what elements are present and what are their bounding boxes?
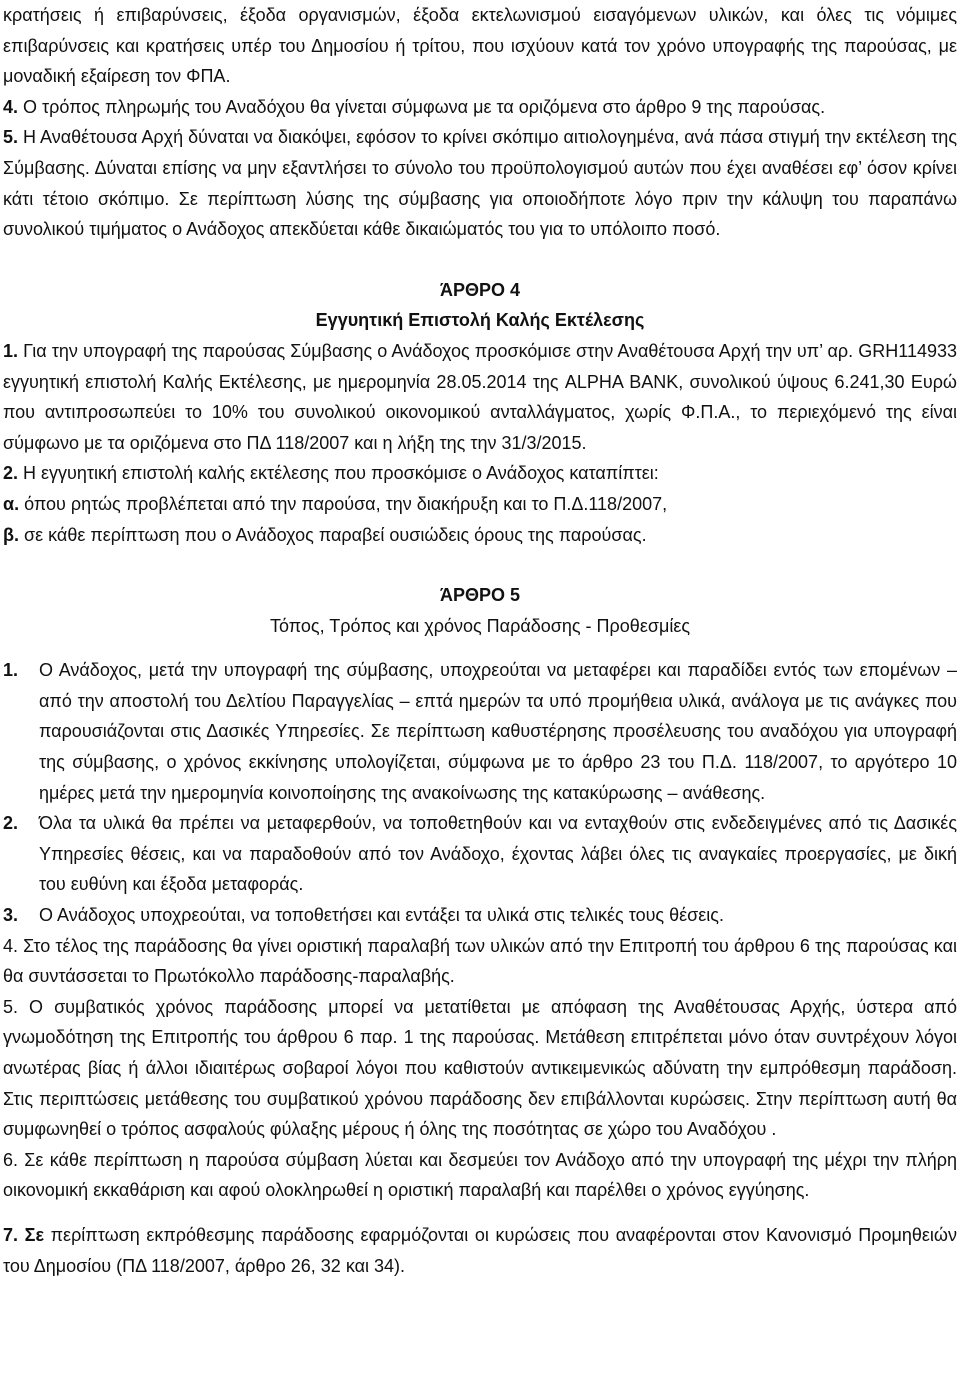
paragraph-4-text: Ο τρόπος πληρωμής του Αναδόχου θα γίνεται σύμφωνα με τα οριζόμενα στο άρθρο 9 της παρούσας. <box>18 96 826 117</box>
article-4-title: ΆΡΘΡΟ 4 <box>439 279 521 300</box>
paragraph-5-number: 5. <box>3 127 19 148</box>
article-4-item-a-text: όπου ρητώς προβλέπεται από την παρούσα, την διακήρυξη και το Π.Δ.118/2007, <box>19 493 668 514</box>
article-4-paragraph-1-text: Για την υπογραφή της παρούσας Σύμβασης ο Ανάδοχος προσκόμισε στην Αναθέτουσα Αρχή την υπ’ αρ. GRH114933 εγγυητική επιστολή Καλής Εκτέλεσης, με ημερομηνία 28.05.2014 της ALPHA BANK, συνολικού ύψους 6.241,30 Ευρώ που αντιπροσωπεύει το 10% του συνολικού οικονομικού ανταλλάγματος, χωρίς Φ.Π.Α., το περιεχόμενό της είναι σύμφωνο με τα οριζόμενα στο ΠΔ 118/2007 και η λήξη της την 31/3/2015. <box>3 340 957 453</box>
paragraph-5-text: Η Αναθέτουσα Αρχή δύναται να διακόψει, εφόσον το κρίνει σκόπιμο αιτιολογημένα, ανά πάσα στιγμή την εκτέλεση της Σύμβασης. Δύναται επίσης να μην εξαντλήσει το σύνολο του προϋπολογισμού αυτών που έχει αναθέσει εφ’ όσον κρίνει κάτι τέτοιο σκόπιμο. Σε περίπτωση λύσης της σύμβασης για οποιοδήποτε λόγο πριν την κάλυψη του παραπάνω συνολικού τιμήματος ο Ανάδοχος απεκδύεται κάθε δικαιώματός του για το υπόλοιπο ποσό. <box>3 127 957 240</box>
article-5-item-2 <box>3 808 957 900</box>
article-5-paragraph-5: 5. Ο συμβατικός χρόνος παράδοσης μπορεί να μετατίθεται με απόφαση της Αναθέτουσας Αρχής, ύστερα από γνωμοδότηση της Επιτροπής του άρθρου 6 παρ. 1 της παρούσας. Μετάθεση επιτρέπεται μόνο όταν συντρέχουν λόγοι ανωτέρας βίας ή άλλοι ιδιαιτέρως σοβαροί λόγοι που καθιστούν αντικειμενικώς αδύνατη την εμπρόθεσμη παράδοση. Στις περιπτώσεις μετάθεσης του συμβατικού χρόνου παράδοσης δεν επιβάλλονται κυρώσεις. Στην περίπτωση αυτή θα συμφωνηθεί ο τρόπος ασφαλούς φύλαξης μέρους ή όλης της ποσότητας σε χώρο του Αναδόχου . <box>3 996 957 1140</box>
article-5-paragraph-7-number: 7. <box>3 1224 19 1245</box>
article-5-title: ΆΡΘΡΟ 5 <box>439 585 521 606</box>
article-4-subtitle: Εγγυητική Επιστολή Καλής Εκτέλεσης <box>315 310 645 331</box>
article-5-paragraph-7-lead: Σε <box>24 1224 44 1245</box>
article-5-item-3-text: Ο Ανάδοχος υποχρεούται, να τοποθετήσει και εντάξει τα υλικά στις τελικές τους θέσεις. <box>39 905 724 926</box>
article-4-item-b <box>3 520 957 551</box>
article-4-paragraph-2-text: Η εγγυητική επιστολή καλής εκτέλεσης που προσκόμισε ο Ανάδοχος καταπίπτει: <box>18 463 659 484</box>
article-4-item-b-number: β. <box>3 524 19 545</box>
spacer <box>3 641 957 655</box>
intro-paragraph: κρατήσεις ή επιβαρύνσεις, έξοδα οργανισμών, έξοδα εκτελωνισμού εισαγόμενων υλικών, και όλες τις νόμιμες επιβαρύνσεις και κρατήσεις υπέρ του Δημοσίου ή τρίτου, που ισχύουν κατά τον χρόνο υπογραφής της παρούσας, με μοναδική εξαίρεση τον ΦΠΑ. <box>3 5 957 87</box>
article-5-item-2-text: Όλα τα υλικά θα πρέπει να μεταφερθούν, να τοποθετηθούν και να ενταχθούν στις ενδεδειγμένες από τις Δασικές Υπηρεσίες θέσεις, και να παραδοθούν από τον Ανάδοχο, έχοντας λάβει όλες τις αναγκαίες προεργασίες, με δική του ευθύνη και έξοδα μεταφοράς. <box>39 813 957 895</box>
spacer <box>3 245 957 275</box>
paragraph-4-number: 4. <box>3 96 19 117</box>
article-5-item-3 <box>3 900 957 931</box>
article-5-paragraph-7-text: περίπτωση εκπρόθεσμης παράδοσης εφαρμόζονται οι κυρώσεις που αναφέρονται στον Κανονισμό Προμηθειών του Δημοσίου (ΠΔ 118/2007, άρθρο 26, 32 και 34). <box>3 1224 957 1276</box>
article-5-item-1-text: Ο Ανάδοχος, μετά την υπογραφή της σύμβασης, υποχρεούται να μεταφέρει και παραδίδει εντός των επομένων – από την αποστολή του Δελτίου Παραγγελίας – επτά ημερών τα υπό προμήθεια υλικά, ανάλογα με τις ανάγκες που παρουσιάζονται στις Δασικές Υπηρεσίες. Σε περίπτωση καθυστέρησης προσέλευσης του αναδόχου για υπογραφή της σύμβασης, ο χρόνος εκκίνησης υπολογίζεται, σύμφωνα με το άρθρο 23 του Π.Δ. 118/2007, το αργότερο 10 ημέρες μετά την ημερομηνία κοινοποίησης της ανακοίνωσης της κατακύρωσης – ανάθεσης. <box>39 660 957 803</box>
article-4-paragraph-1 <box>3 336 957 458</box>
spacer <box>3 550 957 580</box>
article-5-subtitle: Τόπος, Τρόπος και χρόνος Παράδοσης - Προθεσμίες <box>269 615 691 636</box>
article-5-item-3-number: 3. <box>3 905 19 926</box>
article-4-paragraph-1-number: 1. <box>3 340 19 361</box>
article-4-paragraph-2-number: 2. <box>3 463 19 484</box>
article-4-paragraph-2 <box>3 458 957 489</box>
article-5-item-1 <box>3 655 957 808</box>
article-5-item-2-number: 2. <box>3 813 19 834</box>
spacer <box>3 1206 957 1220</box>
article-5-paragraph-7 <box>3 1220 957 1281</box>
article-4-item-a <box>3 489 957 520</box>
article-5-paragraph-4: 4. Στο τέλος της παράδοσης θα γίνει οριστική παραλαβή των υλικών από την Επιτροπή του άρθρου 6 της παρούσας και θα συντάσσεται το Πρωτόκολλο παράδοσης-παραλαβής. <box>3 935 957 987</box>
paragraph-5 <box>3 122 957 244</box>
article-5-paragraph-6: 6. Σε κάθε περίπτωση η παρούσα σύμβαση λύεται και δεσμεύει τον Ανάδοχο από την υπογραφή της μέχρι την πλήρη οικονομική εκκαθάριση και αφού ολοκληρωθεί η οριστική παραλαβή και παρέλθει ο χρόνος εγγύησης. <box>3 1149 957 1201</box>
article-5-item-1-number: 1. <box>3 660 19 681</box>
article-4-item-b-text: σε κάθε περίπτωση που ο Ανάδοχος παραβεί ουσιώδεις όρους της παρούσας. <box>19 524 647 545</box>
article-4-item-a-number: α. <box>3 493 20 514</box>
paragraph-4 <box>3 92 957 123</box>
